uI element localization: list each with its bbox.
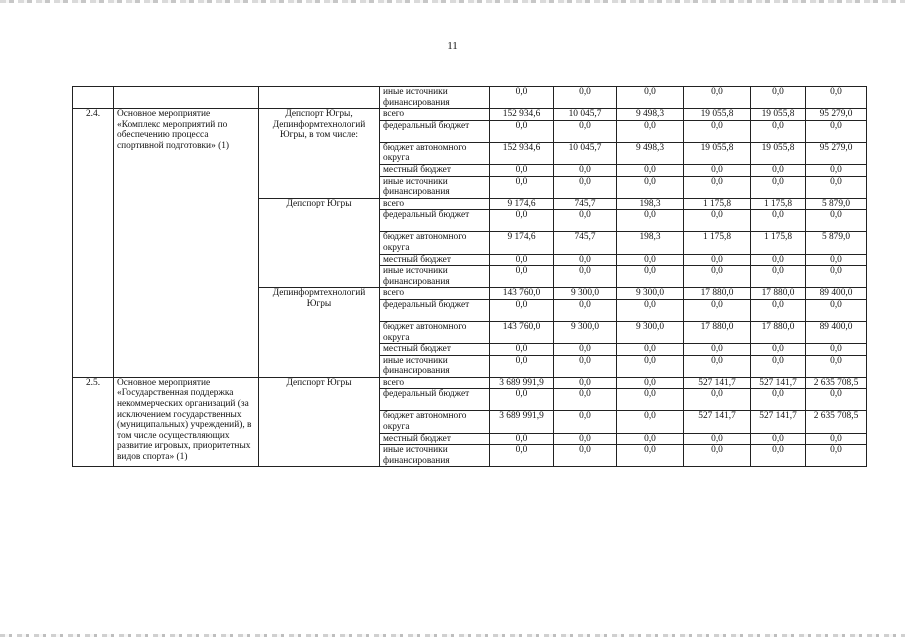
executor-cell: Депинформтехнологий Югры — [259, 288, 380, 378]
amount-cell: 95 279,0 — [806, 142, 867, 164]
funding-source-label: всего — [380, 377, 490, 389]
funding-source-label: местный бюджет — [380, 164, 490, 176]
amount-cell: 0,0 — [490, 433, 554, 445]
amount-cell: 143 760,0 — [490, 321, 554, 343]
amount-cell: 0,0 — [490, 164, 554, 176]
row-number-cell — [73, 87, 114, 109]
amount-cell: 0,0 — [490, 266, 554, 288]
amount-cell: 1 175,8 — [684, 232, 751, 254]
amount-cell: 0,0 — [617, 210, 684, 232]
amount-cell: 0,0 — [751, 164, 806, 176]
amount-cell: 0,0 — [617, 433, 684, 445]
amount-cell: 143 760,0 — [490, 288, 554, 300]
event-number-cell: 2.5. — [73, 377, 114, 467]
amount-cell: 0,0 — [684, 176, 751, 198]
amount-cell: 95 279,0 — [806, 109, 867, 121]
amount-cell: 0,0 — [751, 344, 806, 356]
amount-cell: 0,0 — [751, 433, 806, 445]
funding-source-label: всего — [380, 198, 490, 210]
amount-cell: 198,3 — [617, 232, 684, 254]
amount-cell: 0,0 — [806, 433, 867, 445]
table-body — [73, 87, 867, 467]
amount-cell: 9 300,0 — [554, 288, 617, 300]
amount-cell: 0,0 — [617, 176, 684, 198]
amount-cell: 0,0 — [806, 266, 867, 288]
amount-cell: 3 689 991,9 — [490, 377, 554, 389]
amount-cell: 0,0 — [617, 254, 684, 266]
amount-cell: 0,0 — [751, 120, 806, 142]
amount-cell: 0,0 — [554, 433, 617, 445]
amount-cell: 0,0 — [751, 355, 806, 377]
amount-cell: 0,0 — [806, 210, 867, 232]
amount-cell: 0,0 — [554, 389, 617, 411]
amount-cell: 9 498,3 — [617, 109, 684, 121]
amount-cell: 0,0 — [554, 266, 617, 288]
amount-cell: 3 689 991,9 — [490, 411, 554, 433]
amount-cell: 9 498,3 — [617, 142, 684, 164]
amount-cell: 5 879,0 — [806, 198, 867, 210]
amount-cell: 0,0 — [617, 164, 684, 176]
amount-cell: 1 175,8 — [684, 198, 751, 210]
amount-cell: 0,0 — [490, 210, 554, 232]
funding-source-label: местный бюджет — [380, 254, 490, 266]
amount-cell: 0,0 — [684, 210, 751, 232]
amount-cell: 0,0 — [554, 411, 617, 433]
event-number-cell: 2.4. — [73, 109, 114, 378]
amount-cell: 0,0 — [684, 254, 751, 266]
amount-cell: 0,0 — [617, 355, 684, 377]
amount-cell: 0,0 — [751, 210, 806, 232]
amount-cell: 5 879,0 — [806, 232, 867, 254]
amount-cell: 0,0 — [554, 164, 617, 176]
amount-cell: 17 880,0 — [684, 321, 751, 343]
funding-source-label: иные источники финансирования — [380, 266, 490, 288]
amount-cell: 10 045,7 — [554, 142, 617, 164]
amount-cell: 0,0 — [806, 254, 867, 266]
amount-cell: 0,0 — [617, 344, 684, 356]
amount-cell: 89 400,0 — [806, 321, 867, 343]
funding-source-label: федеральный бюджет — [380, 210, 490, 232]
executor-cell: Депспорт Югры, Депинформтехнологий Югры, в том числе: — [259, 109, 380, 199]
amount-cell: 19 055,8 — [751, 142, 806, 164]
amount-cell: 19 055,8 — [684, 109, 751, 121]
amount-cell: 527 141,7 — [684, 411, 751, 433]
amount-cell: 0,0 — [806, 176, 867, 198]
amount-cell: 0,0 — [684, 355, 751, 377]
table-row — [73, 87, 867, 109]
event-title-cell — [114, 87, 259, 109]
amount-cell: 17 880,0 — [751, 288, 806, 300]
amount-cell: 9 300,0 — [617, 321, 684, 343]
amount-cell: 0,0 — [684, 87, 751, 109]
amount-cell: 2 635 708,5 — [806, 377, 867, 389]
amount-cell: 527 141,7 — [751, 377, 806, 389]
amount-cell: 1 175,8 — [751, 232, 806, 254]
funding-source-label: иные источники финансирования — [380, 176, 490, 198]
funding-source-label: бюджет автономного округа — [380, 321, 490, 343]
funding-source-label: бюджет автономного округа — [380, 142, 490, 164]
funding-source-label: иные источники финансирования — [380, 445, 490, 467]
amount-cell: 9 300,0 — [617, 288, 684, 300]
funding-source-label: местный бюджет — [380, 433, 490, 445]
amount-cell: 0,0 — [684, 344, 751, 356]
amount-cell: 527 141,7 — [751, 411, 806, 433]
amount-cell: 0,0 — [617, 411, 684, 433]
amount-cell: 9 174,6 — [490, 198, 554, 210]
amount-cell: 0,0 — [554, 355, 617, 377]
funding-source-label: федеральный бюджет — [380, 389, 490, 411]
scan-edge-bottom — [0, 634, 905, 637]
amount-cell: 0,0 — [554, 445, 617, 467]
amount-cell: 0,0 — [554, 254, 617, 266]
funding-source-label: иные источники финансирования — [380, 355, 490, 377]
amount-cell: 0,0 — [751, 87, 806, 109]
amount-cell: 0,0 — [806, 344, 867, 356]
amount-cell: 0,0 — [490, 389, 554, 411]
amount-cell: 0,0 — [617, 87, 684, 109]
amount-cell: 0,0 — [617, 120, 684, 142]
amount-cell: 745,7 — [554, 198, 617, 210]
funding-source-label: всего — [380, 109, 490, 121]
event-title-cell: Основное мероприятие «Государственная поддержка некоммерческих организаций (за исключением государственных (муниципальных) учреждений), в том числе осуществляющих развитие игровых, приоритетных видов спорта» (1) — [114, 377, 259, 467]
funding-source-label: бюджет автономного округа — [380, 411, 490, 433]
scan-edge-top — [0, 0, 905, 3]
amount-cell: 0,0 — [684, 389, 751, 411]
funding-source-label: федеральный бюджет — [380, 120, 490, 142]
amount-cell: 17 880,0 — [684, 288, 751, 300]
amount-cell: 0,0 — [751, 254, 806, 266]
amount-cell: 0,0 — [617, 299, 684, 321]
amount-cell: 0,0 — [554, 176, 617, 198]
funding-source-label: всего — [380, 288, 490, 300]
amount-cell: 9 300,0 — [554, 321, 617, 343]
page-number: 11 — [447, 40, 458, 52]
amount-cell: 0,0 — [554, 299, 617, 321]
amount-cell: 0,0 — [684, 164, 751, 176]
amount-cell: 0,0 — [490, 299, 554, 321]
amount-cell: 0,0 — [554, 377, 617, 389]
table-row — [73, 377, 867, 389]
amount-cell: 0,0 — [806, 355, 867, 377]
amount-cell: 0,0 — [617, 445, 684, 467]
amount-cell: 152 934,6 — [490, 109, 554, 121]
amount-cell: 19 055,8 — [684, 142, 751, 164]
amount-cell: 0,0 — [490, 445, 554, 467]
funding-source-label: иные источники финансирования — [380, 87, 490, 109]
amount-cell: 0,0 — [490, 355, 554, 377]
amount-cell: 527 141,7 — [684, 377, 751, 389]
amount-cell: 0,0 — [490, 120, 554, 142]
amount-cell: 745,7 — [554, 232, 617, 254]
amount-cell: 2 635 708,5 — [806, 411, 867, 433]
amount-cell: 0,0 — [806, 445, 867, 467]
amount-cell: 89 400,0 — [806, 288, 867, 300]
amount-cell: 152 934,6 — [490, 142, 554, 164]
amount-cell: 0,0 — [684, 120, 751, 142]
amount-cell: 0,0 — [490, 87, 554, 109]
amount-cell: 0,0 — [806, 120, 867, 142]
amount-cell: 0,0 — [751, 266, 806, 288]
amount-cell: 0,0 — [751, 389, 806, 411]
event-title-cell: Основное мероприятие «Комплекс мероприятий по обеспечению процесса спортивной подготовки» (1) — [114, 109, 259, 378]
amount-cell: 0,0 — [490, 344, 554, 356]
amount-cell: 9 174,6 — [490, 232, 554, 254]
funding-source-label: местный бюджет — [380, 344, 490, 356]
amount-cell: 198,3 — [617, 198, 684, 210]
amount-cell: 0,0 — [554, 87, 617, 109]
amount-cell: 0,0 — [490, 254, 554, 266]
executor-cell: Депспорт Югры — [259, 198, 380, 288]
executor-cell — [259, 87, 380, 109]
amount-cell: 19 055,8 — [751, 109, 806, 121]
budget-table — [72, 86, 867, 467]
amount-cell: 0,0 — [684, 445, 751, 467]
amount-cell: 0,0 — [806, 299, 867, 321]
amount-cell: 0,0 — [751, 299, 806, 321]
amount-cell: 0,0 — [684, 433, 751, 445]
amount-cell: 0,0 — [617, 377, 684, 389]
amount-cell: 0,0 — [684, 266, 751, 288]
amount-cell: 0,0 — [554, 344, 617, 356]
funding-source-label: бюджет автономного округа — [380, 232, 490, 254]
amount-cell: 10 045,7 — [554, 109, 617, 121]
amount-cell: 0,0 — [684, 299, 751, 321]
amount-cell: 0,0 — [806, 87, 867, 109]
amount-cell: 0,0 — [554, 120, 617, 142]
funding-source-label: федеральный бюджет — [380, 299, 490, 321]
amount-cell: 0,0 — [490, 176, 554, 198]
table-row — [73, 109, 867, 121]
amount-cell: 0,0 — [617, 266, 684, 288]
amount-cell: 0,0 — [751, 445, 806, 467]
amount-cell: 0,0 — [806, 389, 867, 411]
amount-cell: 0,0 — [617, 389, 684, 411]
amount-cell: 0,0 — [806, 164, 867, 176]
executor-cell: Депспорт Югры — [259, 377, 380, 467]
amount-cell: 1 175,8 — [751, 198, 806, 210]
amount-cell: 0,0 — [554, 210, 617, 232]
amount-cell: 17 880,0 — [751, 321, 806, 343]
amount-cell: 0,0 — [751, 176, 806, 198]
